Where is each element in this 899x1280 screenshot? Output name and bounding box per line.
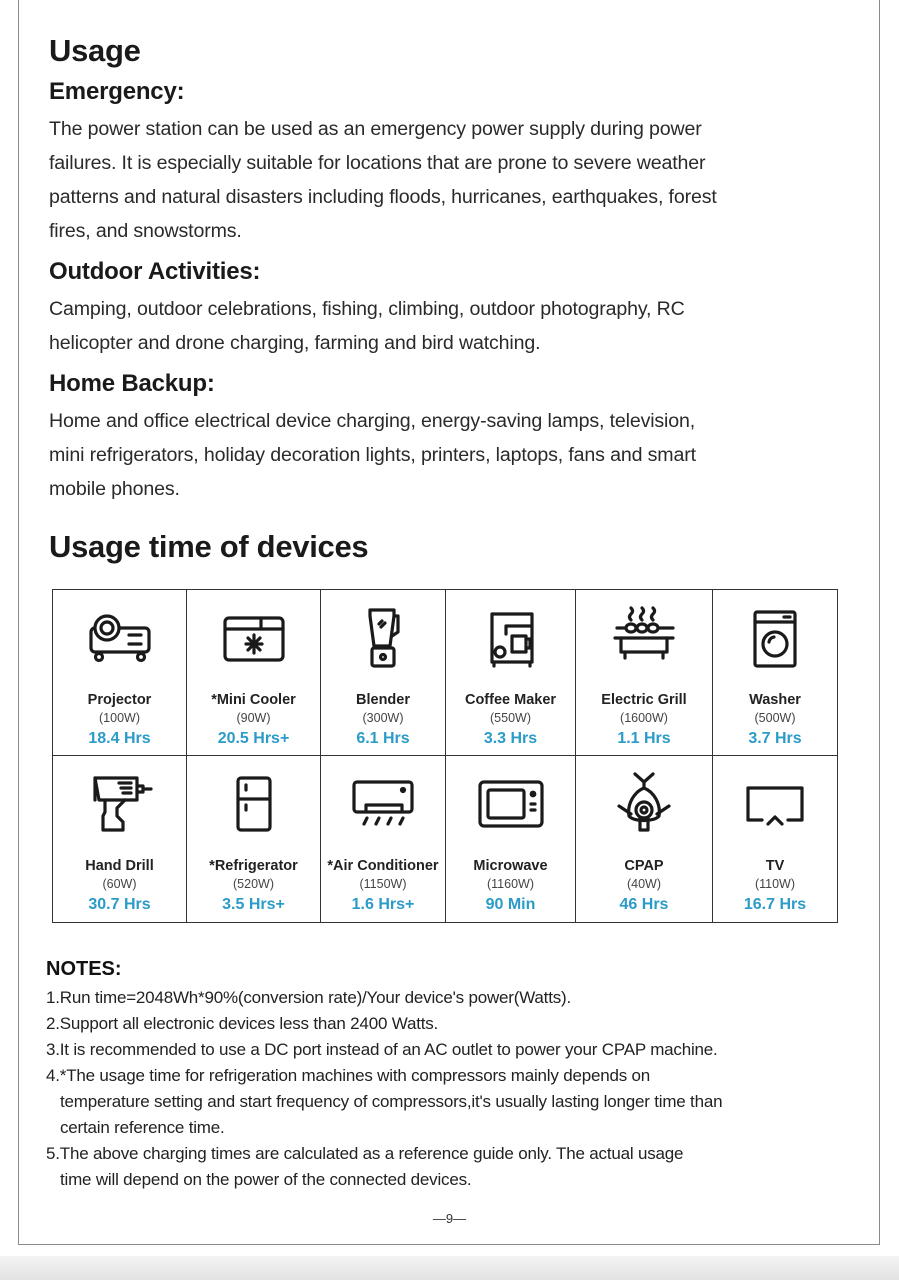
note-5-line-2: time will depend on the power of the connected devices. xyxy=(60,1170,472,1189)
device-name: TV xyxy=(765,858,785,874)
outdoor-activities-heading: Outdoor Activities: xyxy=(49,258,261,285)
device-usage-time: 3.7 Hrs xyxy=(748,730,802,747)
note-4-line-3: certain reference time. xyxy=(60,1118,225,1137)
cpap-icon xyxy=(609,772,679,836)
electric-grill-icon xyxy=(609,606,679,670)
device-usage-time: 20.5 Hrs+ xyxy=(217,730,290,747)
device-cell-tv xyxy=(713,756,837,922)
home-line-1: Home and office electrical device charging, energy-saving lamps, television, xyxy=(49,410,696,432)
device-cell-cpap xyxy=(576,756,713,922)
emergency-line-4: fires, and snowstorms. xyxy=(49,220,242,242)
device-name: *Air Conditioner xyxy=(327,858,439,874)
device-usage-time: 30.7 Hrs xyxy=(88,896,151,913)
device-name: *Mini Cooler xyxy=(211,692,296,708)
note-3-line-1: 3.It is recommended to use a DC port instead of an AC outlet to power your CPAP machine. xyxy=(46,1040,718,1059)
device-power: (300W) xyxy=(362,711,404,725)
device-power: (110W) xyxy=(754,877,796,891)
device-name: Coffee Maker xyxy=(464,692,557,708)
note-2 xyxy=(46,1011,846,1037)
page-shadow xyxy=(0,1256,899,1280)
device-power: (1160W) xyxy=(486,877,534,891)
note-4-line-2: temperature setting and start frequency of compressors,it's usually lasting longer time than xyxy=(60,1092,723,1111)
note-1-line-1: 1.Run time=2048Wh*90%(conversion rate)/Your device's power(Watts). xyxy=(46,988,572,1007)
device-name: Hand Drill xyxy=(85,858,154,874)
device-name: *Refrigerator xyxy=(209,858,298,874)
device-name: Microwave xyxy=(473,858,548,874)
device-cell-washer xyxy=(713,590,837,756)
device-power: (90W) xyxy=(236,711,271,725)
mini-cooler-icon xyxy=(219,606,289,670)
device-cell-blender xyxy=(321,590,446,756)
device-usage-time: 1.6 Hrs+ xyxy=(351,896,415,913)
note-3 xyxy=(46,1037,846,1063)
emergency-line-3: patterns and natural disasters including floods, hurricanes, earthquakes, forest xyxy=(49,186,717,208)
device-power: (100W) xyxy=(99,711,140,725)
outdoor-line-1: Camping, outdoor celebrations, fishing, climbing, outdoor photography, RC xyxy=(49,298,685,320)
washer-icon xyxy=(740,606,810,670)
device-cell-mini-cooler xyxy=(187,590,321,756)
home-line-2: mini refrigerators, holiday decoration lights, printers, laptops, fans and smart xyxy=(49,444,696,466)
microwave-icon xyxy=(476,772,546,836)
tv-icon xyxy=(740,772,810,836)
note-2-line-1: 2.Support all electronic devices less than 2400 Watts. xyxy=(46,1014,439,1033)
device-usage-time: 3.5 Hrs+ xyxy=(222,896,285,913)
device-usage-time: 16.7 Hrs xyxy=(743,896,807,913)
device-power: (40W) xyxy=(626,877,662,891)
device-usage-time: 3.3 Hrs xyxy=(483,730,538,747)
usage-time-title: Usage time of devices xyxy=(49,529,369,564)
device-name: CPAP xyxy=(624,858,664,874)
hand-drill-icon xyxy=(85,772,155,836)
device-name: Electric Grill xyxy=(601,692,687,708)
home-backup-heading: Home Backup: xyxy=(49,370,215,397)
device-power: (60W) xyxy=(102,877,137,891)
device-cell-coffee-maker xyxy=(446,590,576,756)
outdoor-line-2: helicopter and drone charging, farming and bird watching. xyxy=(49,332,541,354)
device-power: (1600W) xyxy=(620,711,668,725)
projector-icon xyxy=(85,606,155,670)
home-backup-text xyxy=(49,404,839,506)
outdoor-activities-text xyxy=(49,292,839,360)
device-power: (500W) xyxy=(754,711,796,725)
home-line-3: mobile phones. xyxy=(49,478,180,500)
page-number: —9— xyxy=(432,1211,467,1226)
device-usage-time: 1.1 Hrs xyxy=(617,730,671,747)
device-cell-hand-drill xyxy=(53,756,187,922)
device-usage-time: 90 Min xyxy=(485,896,536,913)
emergency-heading: Emergency: xyxy=(49,78,185,105)
emergency-text xyxy=(49,112,839,248)
usage-title: Usage xyxy=(49,33,141,68)
device-name: Washer xyxy=(749,692,801,708)
coffee-maker-icon xyxy=(476,606,546,670)
air-conditioner-icon xyxy=(348,772,418,836)
emergency-line-2: failures. It is especially suitable for locations that are prone to severe weather xyxy=(49,152,706,174)
device-cell-air-conditioner xyxy=(321,756,446,922)
note-1 xyxy=(46,985,846,1011)
blender-icon xyxy=(348,606,418,670)
device-cell-microwave xyxy=(446,756,576,922)
device-usage-time: 6.1 Hrs xyxy=(356,730,410,747)
device-name: Blender xyxy=(356,692,410,708)
device-power: (550W) xyxy=(490,711,531,725)
device-power: (1150W) xyxy=(359,877,407,891)
note-4 xyxy=(46,1063,846,1141)
device-name: Projector xyxy=(87,692,152,708)
device-cell-electric-grill xyxy=(576,590,713,756)
device-usage-time: 46 Hrs xyxy=(619,896,669,913)
device-usage-table xyxy=(52,589,838,923)
device-usage-time: 18.4 Hrs xyxy=(88,730,151,747)
device-cell-projector xyxy=(53,590,187,756)
refrigerator-icon xyxy=(219,772,289,836)
device-cell-refrigerator xyxy=(187,756,321,922)
note-5 xyxy=(46,1141,846,1193)
notes-title: NOTES: xyxy=(46,958,122,980)
emergency-line-1: The power station can be used as an emergency power supply during power xyxy=(49,118,702,140)
device-power: (520W) xyxy=(233,877,274,891)
note-4-line-1: 4.*The usage time for refrigeration machines with compressors mainly depends on xyxy=(46,1066,651,1085)
note-5-line-1: 5.The above charging times are calculated as a reference guide only. The actual usage xyxy=(46,1144,684,1163)
